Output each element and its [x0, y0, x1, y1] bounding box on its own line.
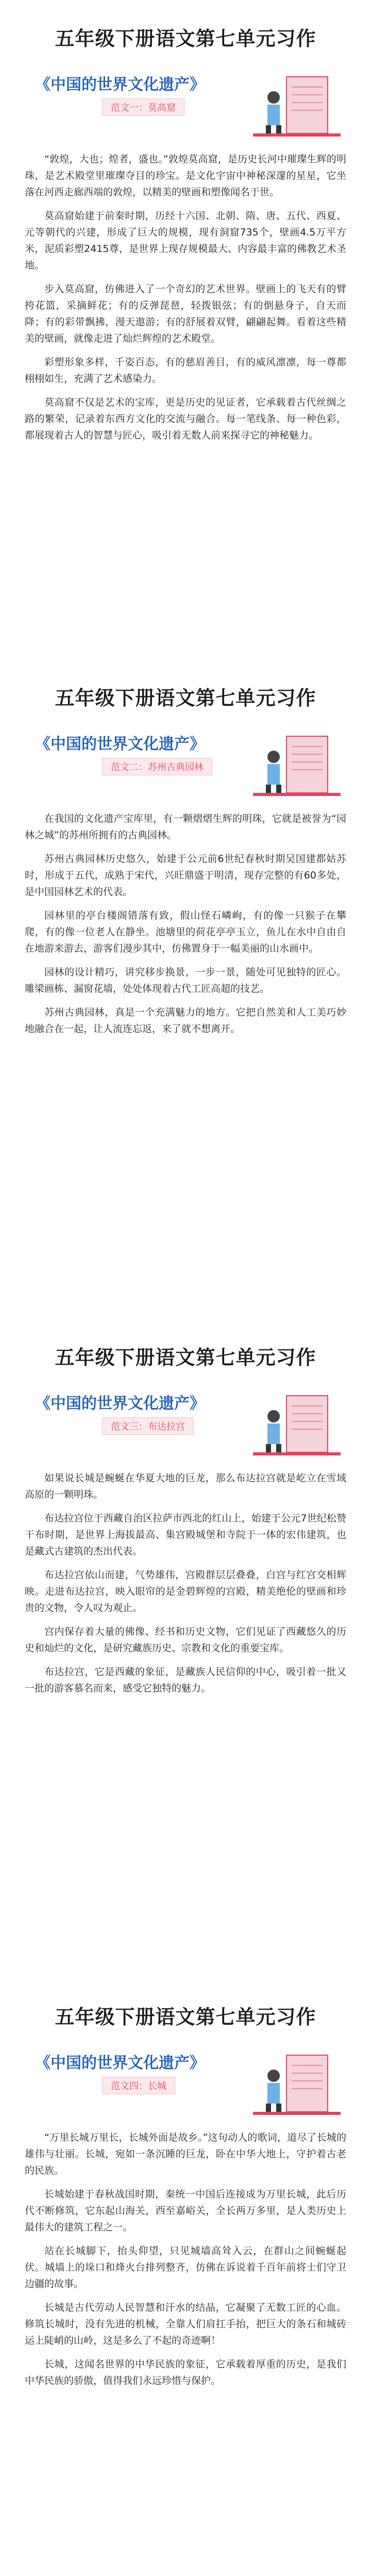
banner-title: 《中国的世界文化遗产》	[35, 735, 205, 753]
paragraph: 彩塑形象多样，千姿百态，有的慈眉善目，有的威风凛凛，每一尊都栩栩如生，充满了艺术感染力。	[25, 357, 346, 384]
section-title: 五年级下册语文第七单元习作	[55, 27, 316, 50]
banner-title: 《中国的世界文化遗产》	[35, 1395, 205, 1413]
reading-student-illustration	[250, 726, 343, 803]
paragraph: 莫高窟不仅是艺术的宝库，更是历史的见证者，它承载着古代丝绸之路的繁荣，记录着东西方文化的交流与融合。每一笔线条、每一种色彩，都展现着古人的智慧与匠心，吸引着无数人前来探寻它的神秘魅力。	[25, 397, 346, 441]
essay-body	[25, 151, 346, 444]
paragraph: 布达拉宫位于西藏自治区拉萨市西北的红山上，始建于公元7世纪松赞干布时期，是世界上海拔最高、集宫殿城堡和寺院于一体的宏伟建筑，也是藏式古建筑的杰出代表。	[25, 1513, 346, 1557]
paragraph: 长城始建于春秋战国时期，秦统一中国后连接成为万里长城，此后历代不断修筑，它东起山海关，西至嘉峪关，全长两万多里，是人类历史上最伟大的建筑工程之一。	[25, 2189, 346, 2233]
paragraph: 步入莫高窟，仿佛进入了一个奇幻的艺术世界。壁画上的飞天有的臂挎花篮，采摘鲜花；有的反弹琵琶，轻拨银弦；有的倒悬身子，自天而降；有的彩带飘拂，漫天遨游；有的舒展着双臂，翩翩起舞。看着这些精美的壁画，就像走进了灿烂辉煌的艺术殿堂。	[25, 283, 346, 344]
paragraph: 莫高窟始建于前秦时期，历经十六国、北朝、隋、唐、五代、西夏、元等朝代的兴建，形成了巨大的规模，现有洞窟735个，壁画4.5万平方米，泥质彩塑2415尊，是世界上现存规模最大、内容最丰富的佛教艺术圣地。	[25, 210, 346, 271]
paragraph: 园林的设计精巧，讲究移步换景，一步一景，随处可见独特的匠心。雕梁画栋、漏窗花墙，处处体现着古代工匠高超的技艺。	[25, 967, 346, 994]
paragraph: 宫内保存着大量的佛像、经书和历史文物，它们见证了西藏悠久的历史和灿烂的文化，是研究藏族历史、宗教和文化的重要宝库。	[25, 1626, 346, 1654]
paragraph: 长城是古代劳动人民智慧和汗水的结晶，它凝聚了无数工匠的心血。修筑长城时，没有先进的机械，全靠人们肩扛手抬，把巨大的条石和城砖运上陡峭的山岭，这是多么了不起的奇迹啊！	[25, 2302, 346, 2346]
essay-body	[25, 810, 346, 1037]
essay-section-4	[0, 1978, 371, 2576]
banner-title: 《中国的世界文化遗产》	[35, 76, 205, 94]
paragraph: 如果说长城是蜿蜒在华夏大地的巨龙，那么布达拉宫就是屹立在雪域高原的一颗明珠。	[25, 1472, 346, 1500]
banner-title: 《中国的世界文化遗产》	[35, 2054, 205, 2072]
essay-label: 范文一：莫高窟	[102, 98, 184, 116]
paragraph: 布达拉宫依山而建，气势雄伟，宫殿群层层叠叠，白宫与红宫交相辉映。走进布达拉宫，映入眼帘的是金碧辉煌的宫殿，精美绝伦的壁画和珍贵的文物，令人叹为观止。	[25, 1569, 346, 1614]
essay-section-2	[0, 659, 371, 1319]
essay-body	[25, 1470, 346, 1697]
essay-label: 范文二：苏州古典园林	[102, 758, 212, 775]
topic-banner	[25, 1385, 346, 1463]
paragraph: 布达拉宫，它是西藏的象征，是藏族人民信仰的中心，吸引着一批又一批的游客慕名而来，感受它独特的魅力。	[25, 1666, 346, 1694]
topic-banner	[25, 66, 346, 144]
essay-label: 范文三：布达拉宫	[102, 1417, 194, 1435]
essay-body	[25, 2129, 346, 2389]
essay-label: 范文四：长城	[102, 2077, 175, 2094]
paragraph: 长城，这闻名世界的中华民族的象征，它承载着厚重的历史，是我们中华民族的骄傲，值得我们永远珍惜与保护。	[25, 2359, 346, 2386]
paragraph: 站在长城脚下，抬头仰望，只见城墙高耸入云，在群山之间蜿蜒起伏。城墙上的垛口和烽火台排列整齐，仿佛在诉说着千百年前将士们守卫边疆的故事。	[25, 2245, 346, 2290]
paragraph: 苏州古典园林，真是一个充满魅力的地方。它把自然美和人工美巧妙地融合在一起，让人流连忘返，来了就不想离开。	[25, 1007, 346, 1035]
paragraph: “万里长城万里长，长城外面是故乡。”这句动人的歌词，道尽了长城的雄伟与壮丽。长城，宛如一条沉睡的巨龙，卧在中华大地上，守护着古老的民族。	[25, 2132, 346, 2176]
section-title: 五年级下册语文第七单元习作	[55, 2006, 316, 2028]
reading-student-illustration	[250, 2045, 343, 2122]
topic-banner	[25, 726, 346, 803]
paragraph: “敦煌，大也；煌者，盛也。”敦煌莫高窟，是历史长河中璀璨生辉的明珠，是艺术殿堂里璀璨夺目的珍宝。是文化宇宙中神秘深邃的星星，它坐落在河西走廊西端的敦煌，以精美的壁画和塑像闻名于世。	[25, 154, 346, 198]
section-title: 五年级下册语文第七单元习作	[55, 1346, 316, 1369]
essay-section-3	[0, 1319, 371, 1978]
topic-banner	[25, 2045, 346, 2122]
reading-student-illustration	[250, 66, 343, 144]
essay-section-1	[0, 0, 371, 659]
paragraph: 在我国的文化遗产宝库里，有一颗熠熠生辉的明珠，它就是被誉为“园林之城”的苏州所拥有的古典园林。	[25, 813, 346, 841]
paragraph: 园林里的亭台楼阁错落有致，假山怪石嶙峋，有的像一只猴子在攀爬，有的像一位老人在静坐。池塘里的荷花亭亭玉立，鱼儿在水中自由自在地游来游去，游客们漫步其中，仿佛置身于一幅美丽的山水画中。	[25, 910, 346, 954]
reading-student-illustration	[250, 1385, 343, 1463]
paragraph: 苏州古典园林历史悠久，始建于公元前6世纪春秋时期吴国建都姑苏时，形成于五代，成熟于宋代，兴旺鼎盛于明清，现存完整的有60多处，是中国园林艺术的代表。	[25, 853, 346, 897]
section-title: 五年级下册语文第七单元习作	[55, 687, 316, 709]
